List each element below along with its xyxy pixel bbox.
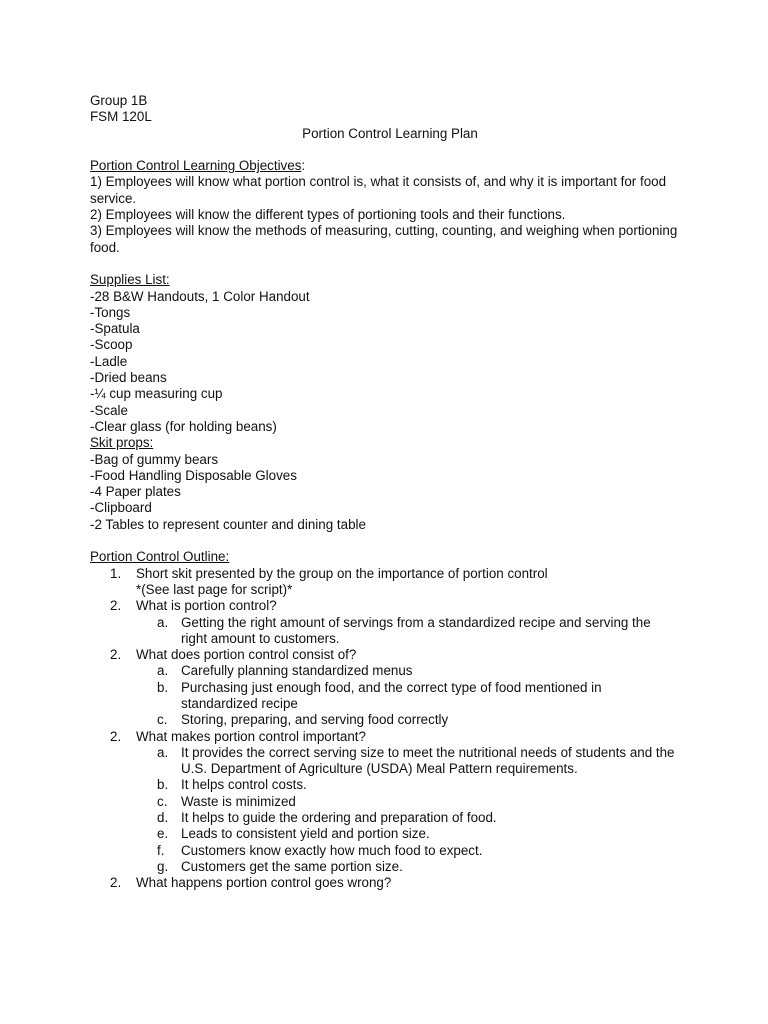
outline-subitem [90, 794, 690, 810]
outline-note: *(See last page for script)* [136, 581, 293, 597]
outline-subitem-text: Purchasing just enough food, and the correct type of food mentioned in standardized recipe [181, 679, 602, 711]
outline-item-text: What is portion control? [136, 598, 277, 614]
outline-sub-marker: e. [157, 826, 169, 842]
outline-subitem-text: It helps to guide the ordering and preparation of food. [181, 810, 497, 826]
supply-item: -28 B&W Handouts, 1 Color Handout [90, 288, 310, 304]
outline-sub-marker: b. [157, 777, 169, 793]
objective-item: 2) Employees will know the different types of portioning tools and their functions. [90, 207, 566, 223]
course-label: FSM 120L [90, 109, 152, 125]
outline-subitem [90, 712, 690, 728]
supply-item: -Spatula [90, 321, 140, 337]
outline-sub-marker: d. [157, 810, 169, 826]
outline-subitem-text: It provides the correct serving size to meet the nutritional needs of students and the U.S. Department of Agriculture (USDA) Meal Pattern requirements. [181, 744, 675, 777]
supply-item: -Scale [90, 402, 128, 418]
outline-subitem [90, 826, 690, 842]
spacer [90, 256, 690, 272]
outline-marker: 2. [110, 598, 122, 614]
outline-marker: 2. [110, 647, 122, 663]
skit-props-heading: Skit props: [90, 435, 154, 451]
outline-sub-marker: g. [157, 858, 169, 874]
outline-subitem [90, 859, 690, 875]
outline-subitem-text: Customers get the same portion size. [181, 858, 403, 874]
outline-item [90, 729, 690, 745]
spacer [90, 533, 690, 549]
outline-subitem [90, 777, 690, 793]
outline-item-text: What makes portion control important? [136, 728, 366, 744]
outline-marker: 2. [110, 875, 122, 891]
outline-subitem-text: Carefully planning standardized menus [181, 663, 413, 679]
outline-sub-marker: a. [157, 744, 169, 760]
outline-subitem [90, 843, 690, 859]
supply-item: -Tongs [90, 304, 131, 320]
outline-subitem [90, 680, 626, 713]
supply-item: -Scoop [90, 337, 133, 353]
outline-item [90, 566, 690, 582]
outline-subitem-text: It helps control costs. [181, 777, 307, 793]
outline-item-text: What does portion control consist of? [136, 647, 357, 663]
outline-sub-marker: c. [157, 793, 168, 809]
skit-prop-item: -Clipboard [90, 500, 152, 516]
outline-subitem-text: Getting the right amount of servings from a standardized recipe and serving the right amount to customers. [181, 614, 651, 646]
skit-prop-item: -2 Tables to represent counter and dining table [90, 516, 366, 532]
outline-marker: 2. [110, 728, 122, 744]
outline-subitem [90, 745, 676, 778]
outline-sub-marker: f. [157, 842, 165, 858]
outline-subitem [90, 663, 690, 679]
outline-sub-marker: a. [157, 614, 169, 630]
outline-subitem [90, 615, 666, 648]
outline-sub-marker: a. [157, 663, 169, 679]
skit-prop-item: -Food Handling Disposable Gloves [90, 467, 297, 483]
objectives-heading-line [90, 158, 690, 174]
spacer [90, 142, 690, 158]
outline-subitem-text: Customers know exactly how much food to expect. [181, 842, 483, 858]
skit-prop-item: -Bag of gummy bears [90, 451, 219, 467]
supplies-heading: Supplies List: [90, 272, 170, 288]
supply-item: -¼ cup measuring cup [90, 386, 223, 402]
outline-subitem-text: Leads to consistent yield and portion size. [181, 826, 430, 842]
objective-item: 3) Employees will know the methods of measuring, cutting, counting, and weighing when portioning food. [90, 223, 678, 255]
outline-heading: Portion Control Outline: [90, 549, 230, 565]
outline-subitem-text: Waste is minimized [181, 793, 296, 809]
supply-item: -Dried beans [90, 370, 167, 386]
outline-item-text: Short skit presented by the group on the importance of portion control [136, 565, 548, 581]
document-title: Portion Control Learning Plan [302, 125, 478, 141]
outline-item [90, 598, 690, 614]
document-body [90, 93, 690, 892]
outline-subitem-text: Storing, preparing, and serving food correctly [181, 712, 449, 728]
outline-item-text: What happens portion control goes wrong? [136, 875, 392, 891]
outline-subitem [90, 810, 690, 826]
outline-sub-marker: c. [157, 712, 168, 728]
supply-item: -Clear glass (for holding beans) [90, 418, 277, 434]
skit-prop-item: -4 Paper plates [90, 484, 181, 500]
outline-item [90, 875, 690, 891]
objectives-heading-colon: : [301, 158, 306, 174]
outline-marker: 1. [110, 565, 122, 581]
objectives-heading: Portion Control Learning Objectives [90, 158, 302, 174]
outline-list [90, 566, 690, 892]
outline-item [90, 647, 690, 663]
supply-item: -Ladle [90, 353, 128, 369]
group-label: Group 1B [90, 93, 148, 108]
objective-item: 1) Employees will know what portion control is, what it consists of, and why it is important for food service. [90, 174, 667, 206]
outline-sub-marker: b. [157, 679, 169, 695]
